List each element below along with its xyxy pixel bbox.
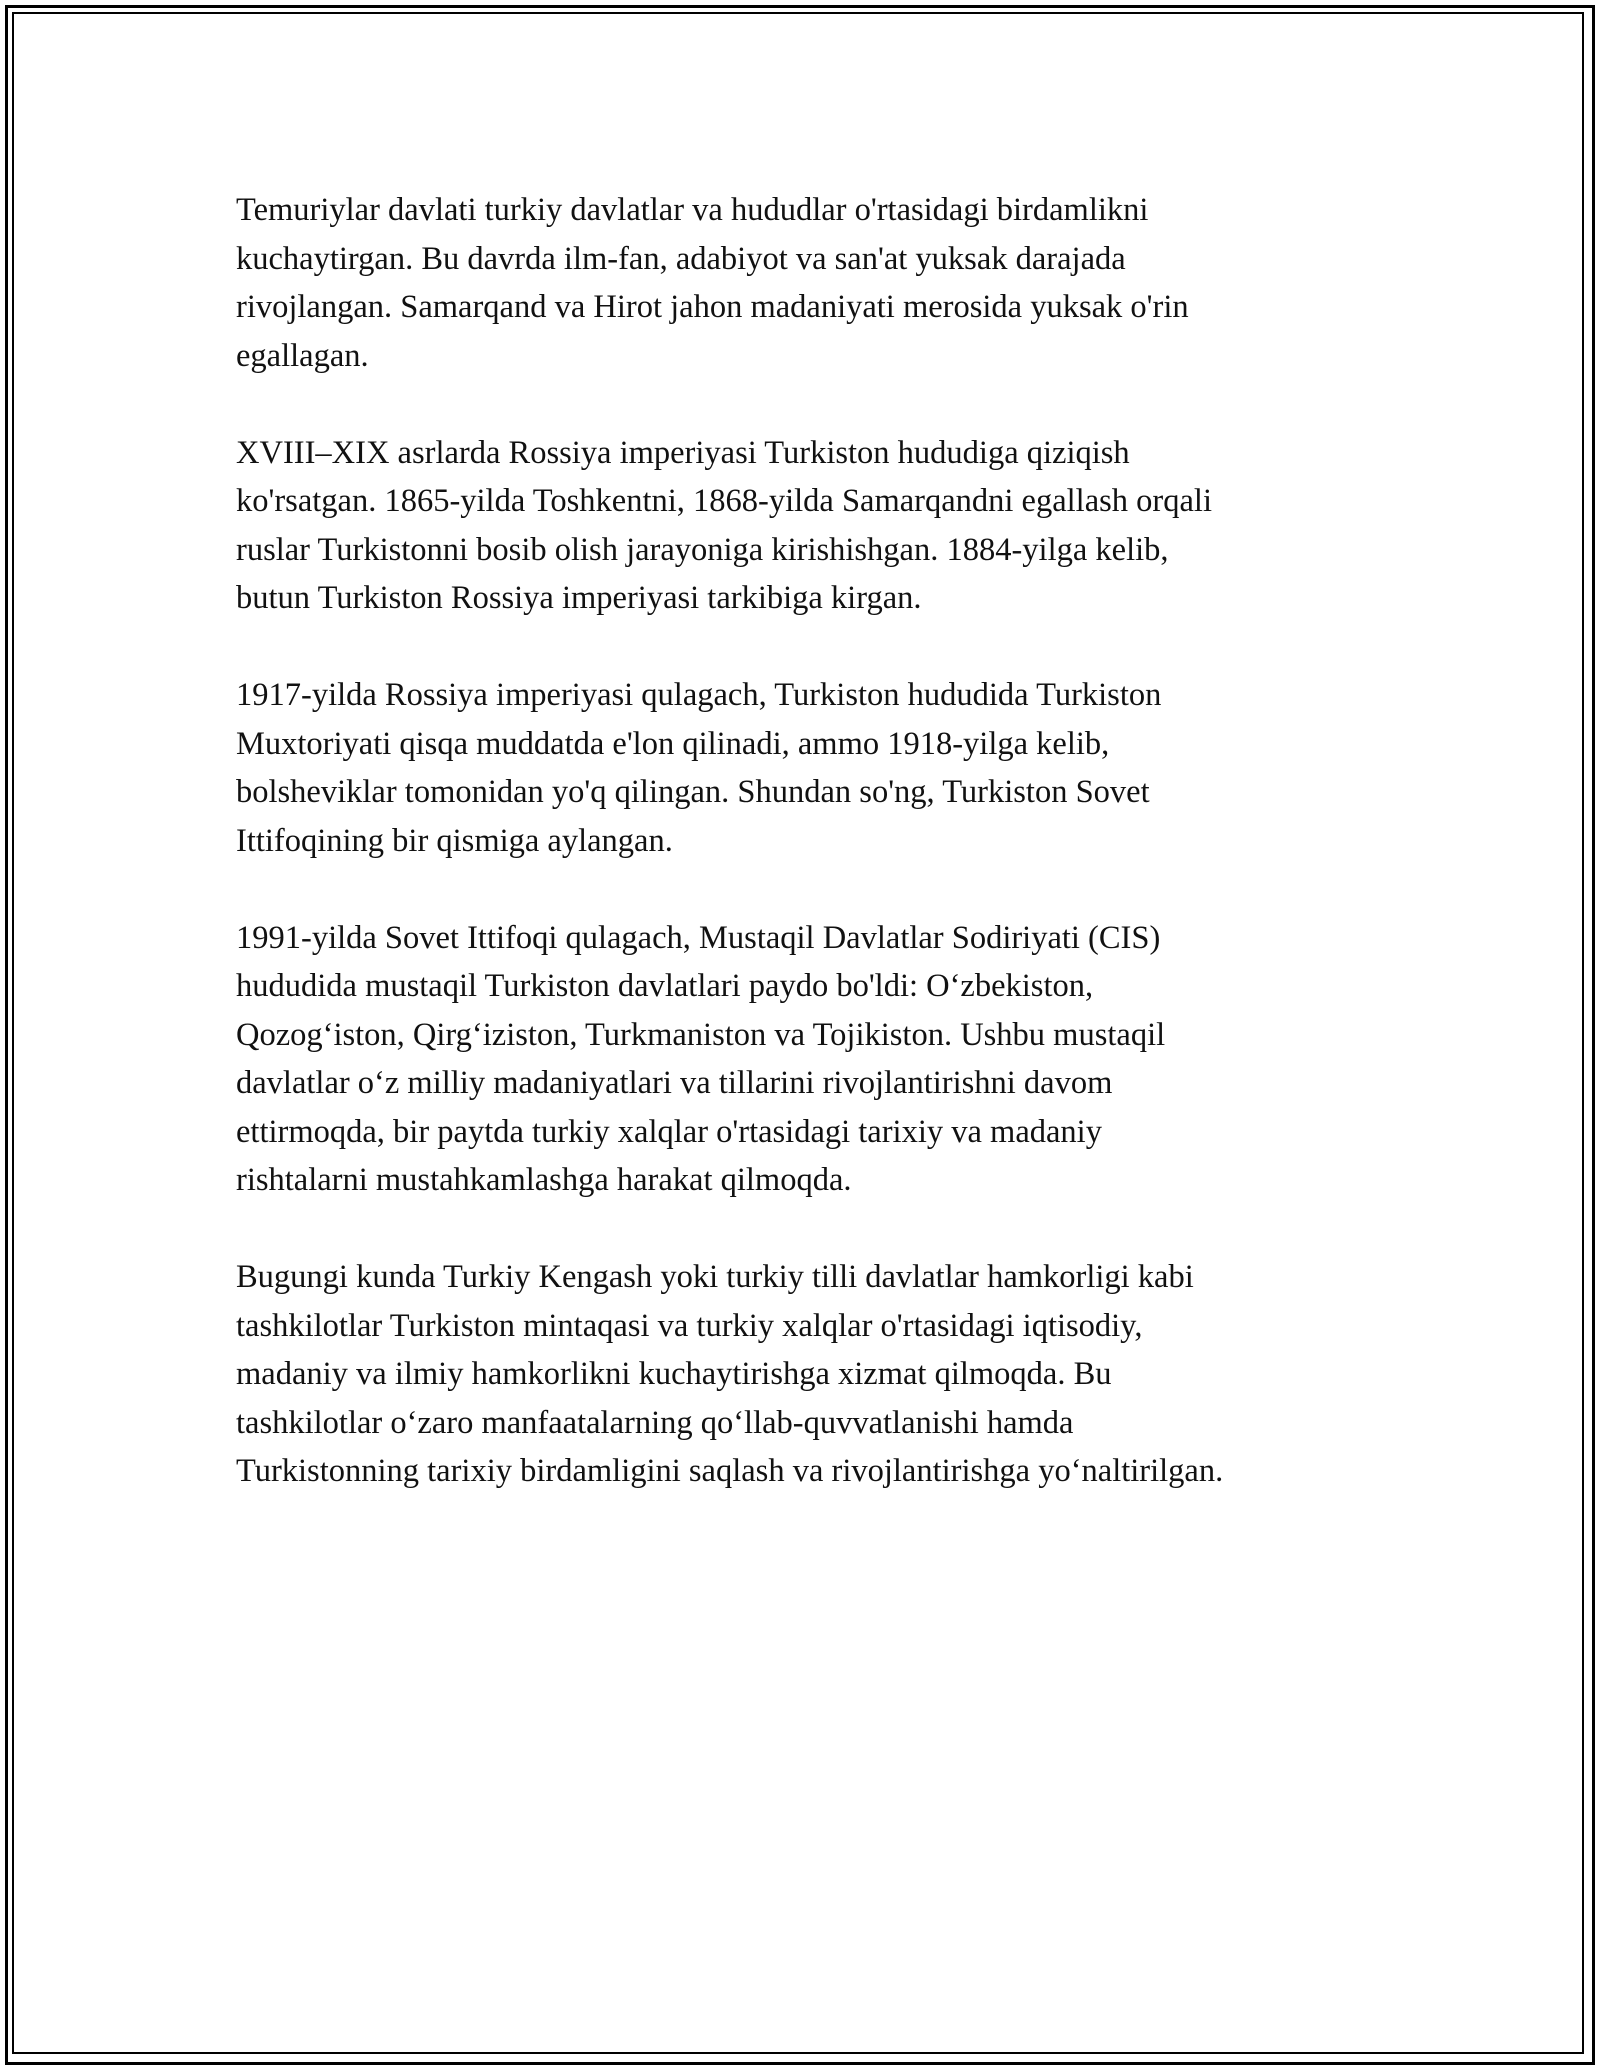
paragraph-rossiya-imperiyasi: XVIII–XIX asrlarda Rossiya imperiyasi Turkiston hududiga qiziqish ko'rsatgan. 1865-yilda Toshkentni, 1868-yilda Samarqandni egallash orqali ruslar Turkistonni bosib olish jarayoniga kirishishgan. 1884-yilga kelib, butun Turkiston Rossiya imperiyasi tarkibiga kirgan. bbox=[236, 434, 1212, 616]
paragraph-turkiy-kengash: Bugungi kunda Turkiy Kengash yoki turkiy tilli davlatlar hamkorligi kabi tashkilotlar Turkiston mintaqasi va turkiy xalqlar o'rtasidagi iqtisodiy, madaniy va ilmiy hamkorlikni kuchaytirishga xizmat qilmoqda. Bu tashkilotlar o‘zaro manfaatalarning qo‘llab-quvvatlanishi hamda Turkistonning tarixiy birdamligini saqlash va rivojlantirishga yo‘naltirilgan. bbox=[236, 1259, 1224, 1489]
paragraph-turkiston-muxtoriyati: 1917-yilda Rossiya imperiyasi qulagach, Turkiston hududida Turkiston Muxtoriyati qisqa muddatda e'lon qilinadi, ammo 1918-yilga kelib, bolsheviklar tomonidan yo'q qilingan. Shundan so'ng, Turkiston Sovet Ittifoqining bir qismiga aylangan. bbox=[236, 677, 1162, 859]
paragraph-mustaqil-davlatlar: 1991-yilda Sovet Ittifoqi qulagach, Mustaqil Davlatlar Sodiriyati (CIS) hududida mustaqil Turkiston davlatlari paydo bo'ldi: O‘zbekiston, Qozog‘iston, Qirg‘iziston, Turkmaniston va Tojikiston. Ushbu mustaqil davlatlar o‘z milliy madaniyatlari va tillarini rivojlantirishni davom ettirmoqda, bir paytda turkiy xalqlar o'rtasidagi tarixiy va madaniy rishtalarni mustahkamlashga harakat qilmoqda. bbox=[236, 919, 1166, 1198]
document-body bbox=[236, 186, 1376, 1544]
paragraph-temuriylar: Temuriylar davlati turkiy davlatlar va hududlar o'rtasidagi birdamlikni kuchaytirgan. Bu davrda ilm-fan, adabiyot va san'at yuksak darajada rivojlangan. Samarqand va Hirot jahon madaniyati merosida yuksak o'rin egallagan. bbox=[236, 192, 1189, 374]
